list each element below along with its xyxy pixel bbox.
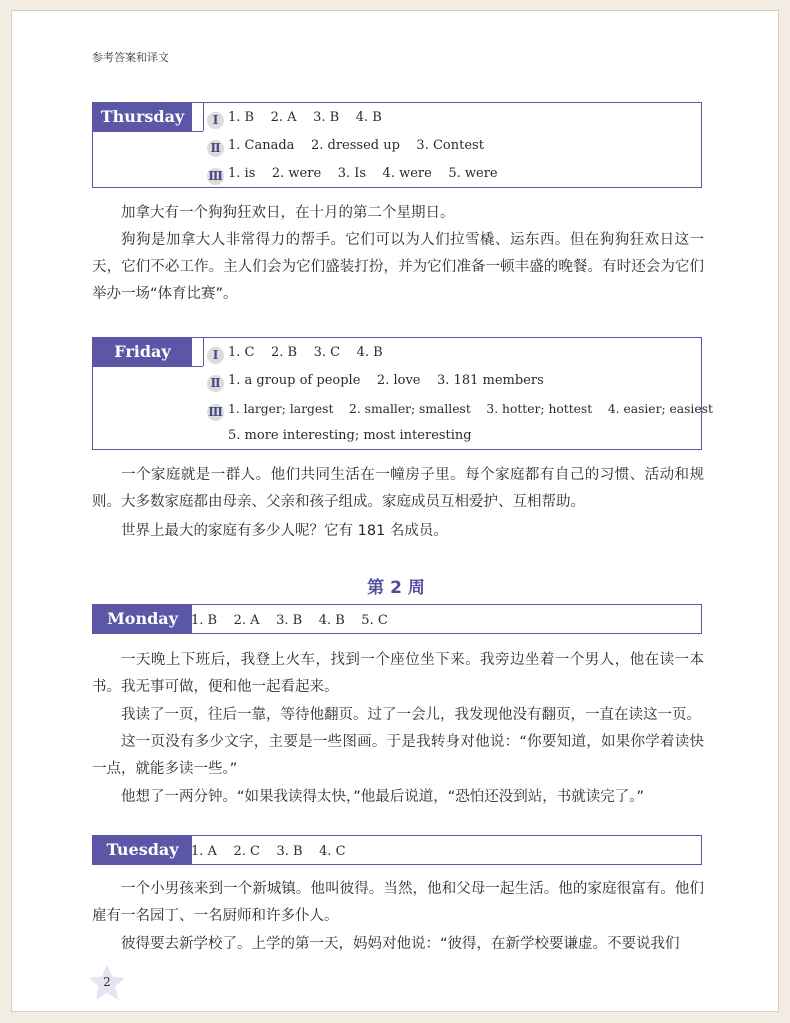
answer-text: 1. larger; largest 2. smaller; smallest 3. hotter; hottest 4. easier; easiest xyxy=(228,402,713,416)
translation-paragraph: 一个家庭就是一群人。他们共同生活在一幢房子里。每个家庭都有自己的习惯、活动和规则。大多数家庭都由母亲、父亲和孩子组成。家庭成员互相爱护、互相帮助。 xyxy=(92,467,704,510)
translation-paragraph: 这一页没有多少文字，主要是一些图画。于是我转身对他说：“你要知道，如果你学着读快一点，就能多读一些。” xyxy=(92,734,704,777)
day-label-monday: Monday xyxy=(93,605,192,633)
day-label-tuesday: Tuesday xyxy=(93,836,192,864)
divider xyxy=(203,103,204,131)
page-number: 2 xyxy=(103,975,111,989)
translation-paragraph: 我读了一页，往后一靠，等待他翻页。过了一会儿，我发现他没有翻页，一直在读这一页。 xyxy=(121,707,701,723)
answer-line-1 xyxy=(207,345,383,364)
answer-line-3 xyxy=(207,166,498,185)
answer-line-3 xyxy=(207,401,713,421)
answer-text: 1. a group of people 2. love 3. 181 members xyxy=(228,373,544,388)
roman-numeral-badge: Ⅰ xyxy=(207,347,224,364)
running-header: 参考答案和译文 xyxy=(92,51,169,64)
translation-paragraph: 狗狗是加拿大人非常得力的帮手。它们可以为人们拉雪橇、运东西。但在狗狗狂欢日这一天，它们不必工作。主人们会为它们盛装打扮，并为它们准备一顿丰盛的晚餐。有时还会为它们举办一场“体育比赛”。 xyxy=(92,232,704,302)
day-label-friday: Friday xyxy=(93,338,192,366)
translation-paragraph: 他想了一两分钟。“如果我读得太快，”他最后说道，“恐怕还没到站，书就读完了。” xyxy=(121,789,645,805)
tuesday-answer-box xyxy=(92,835,702,865)
answer-text: 1. C 2. B 3. C 4. B xyxy=(228,345,383,360)
divider xyxy=(93,131,203,132)
roman-numeral-badge: Ⅲ xyxy=(208,405,223,419)
roman-numeral-badge: Ⅲ xyxy=(208,169,223,183)
translation-paragraph: 一天晚上下班后，我登上火车，找到一个座位坐下来。我旁边坐着一个男人，他在读一本书。我无事可做，便和他一起看起来。 xyxy=(92,652,704,695)
answer-text: 1. is 2. were 3. Is 4. were 5. were xyxy=(228,166,498,181)
roman-numeral-badge: Ⅰ xyxy=(207,112,224,129)
answer-text: 1. Canada 2. dressed up 3. Contest xyxy=(228,138,484,153)
answer-text: 1. A 2. C 3. B 4. C xyxy=(191,844,346,859)
answer-line-2 xyxy=(207,138,484,157)
translation-paragraph: 彼得要去新学校了。上学的第一天，妈妈对他说：“彼得，在新学校要谦虚。不要说我们 xyxy=(121,936,680,952)
week-heading: 第 2 周 xyxy=(367,578,425,598)
translation-paragraph: 加拿大有一个狗狗狂欢日，在十月的第二个星期日。 xyxy=(121,205,455,221)
thursday-answer-box xyxy=(92,102,702,188)
answer-line-continuation: 5. more interesting; most interesting xyxy=(228,428,472,443)
answer-text: 1. B 2. A 3. B 4. B 5. C xyxy=(191,613,388,628)
monday-answer-box xyxy=(92,604,702,634)
friday-answer-box xyxy=(92,337,713,450)
answer-line-1 xyxy=(207,110,382,129)
day-label-thursday: Thursday xyxy=(93,103,192,131)
answer-line-2 xyxy=(207,373,544,392)
roman-numeral-badge: Ⅱ xyxy=(207,375,224,392)
translation-paragraph: 一个小男孩来到一个新城镇。他叫彼得。当然，他和父母一起生活。他的家庭很富有。他们雇有一名园丁、一名厨师和许多仆人。 xyxy=(92,881,704,924)
divider xyxy=(203,338,204,366)
answer-text: 1. B 2. A 3. B 4. B xyxy=(228,110,382,125)
page xyxy=(11,10,779,1012)
divider xyxy=(93,366,203,367)
roman-numeral-badge: Ⅱ xyxy=(207,140,224,157)
translation-paragraph: 世界上最大的家庭有多少人呢？它有 181 名成员。 xyxy=(121,523,448,539)
